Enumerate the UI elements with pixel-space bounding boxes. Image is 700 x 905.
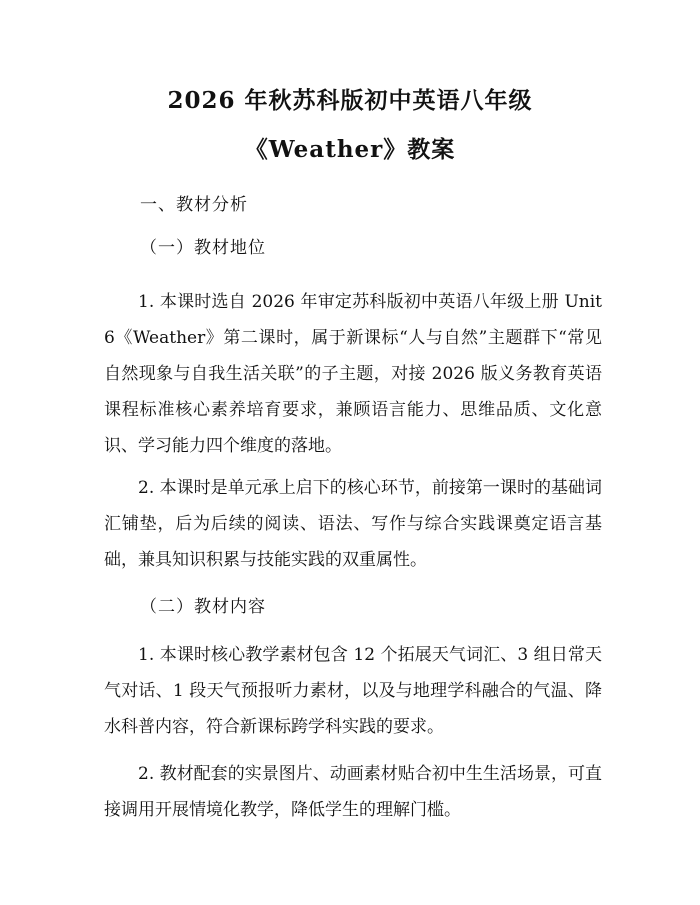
paragraph-position-2: 2. 本课时是单元承上启下的核心环节，前接第一课时的基础词汇铺垫，后为后续的阅读、语法、写作与综合实践课奠定语言基础，兼具知识积累与技能实践的双重属性。	[104, 478, 602, 570]
subsection-heading-content: （二）教材内容	[140, 597, 266, 617]
section-heading-analysis: 一、教材分析	[140, 195, 248, 215]
paragraph-content-1: 1. 本课时核心教学素材包含 12 个拓展天气词汇、3 组日常天气对话、1 段天气预报听力素材，以及与地理学科融合的气温、降水科普内容，符合新课标跨学科实践的要求。	[104, 645, 602, 737]
document-title-line2: 《Weather》教案	[244, 136, 456, 163]
subsection-heading-position: （一）教材地位	[140, 238, 266, 258]
document-title-line1: 2026 年秋苏科版初中英语八年级	[167, 87, 533, 114]
paragraph-position-1: 1. 本课时选自 2026 年审定苏科版初中英语八年级上册 Unit 6《Weather》第二课时，属于新课标“人与自然”主题群下“常见自然现象与自我生活关联”的子主题，对接 2026 版义务教育英语课程标准核心素养培育要求，兼顾语言能力、思维品质、文化意识、学习能力四个维度的落地。	[104, 292, 602, 456]
paragraph-content-2: 2. 教材配套的实景图片、动画素材贴合初中生生活场景，可直接调用开展情境化教学，降低学生的理解门槛。	[104, 764, 602, 820]
